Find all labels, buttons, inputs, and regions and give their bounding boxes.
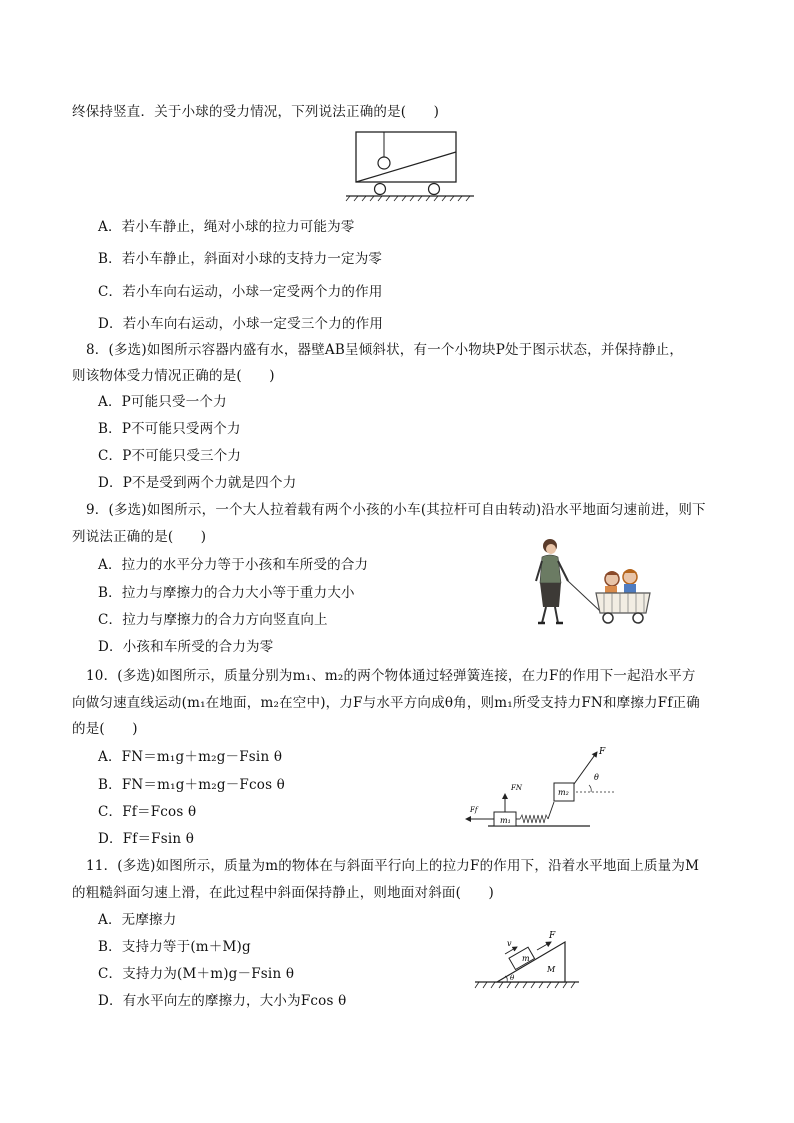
- q7-stem: 终保持竖直．关于小球的受力情况，下列说法正确的是( ): [72, 104, 440, 120]
- q8-option-c: C．P不可能只受三个力: [98, 448, 242, 464]
- cart-figure: [340, 130, 480, 202]
- spring-masses-figure: [458, 742, 618, 832]
- q8-stem-line2: 则该物体受力情况正确的是( ): [72, 368, 275, 384]
- q8-option-b: B．P不可能只受两个力: [98, 421, 241, 437]
- q10-option-a: A．FN＝m₁g＋m₂g－Fsin θ: [98, 749, 283, 765]
- q7-option-a: A．若小车静止，绳对小球的拉力可能为零: [98, 219, 355, 235]
- wagon-figure: [528, 537, 663, 629]
- q11-option-d: D．有水平向左的摩擦力，大小为Fcos θ: [98, 993, 347, 1009]
- q8-stem-line1: 8．(多选)如图所示容器内盛有水，器壁AB呈倾斜状，有一个小物块P处于图示状态，并保持静止，: [86, 342, 684, 358]
- m1-label: m₁: [500, 816, 511, 825]
- q11-option-b: B．支持力等于(m＋M)g: [98, 939, 251, 955]
- q11-option-c: C．支持力为(M＋m)g－Fsin θ: [98, 966, 295, 982]
- m2-label: m₂: [558, 788, 569, 797]
- q10-stem-line1: 10．(多选)如图所示，质量分别为m₁、m₂的两个物体通过轻弹簧连接，在力F的作用下一起沿水平方: [86, 668, 696, 684]
- q10-option-b: B．FN＝m₁g＋m₂g－Fcos θ: [98, 777, 286, 793]
- q10-option-c: C．Ff＝Fcos θ: [98, 804, 197, 820]
- q10-stem-line2: 向做匀速直线运动(m₁在地面，m₂在空中)，力F与水平方向成θ角，则m₁所受支持力FN和摩擦力Ff正确: [72, 695, 700, 711]
- F-label-11: F: [549, 931, 556, 941]
- q11-option-a: A．无摩擦力: [98, 912, 177, 928]
- q9-option-b: B．拉力与摩擦力的合力大小等于重力大小: [98, 585, 355, 601]
- theta-label: θ: [594, 773, 599, 782]
- q7-option-d: D．若小车向右运动，小球一定受三个力的作用: [98, 316, 384, 332]
- q9-option-d: D．小孩和车所受的合力为零: [98, 639, 274, 655]
- q9-option-a: A．拉力的水平分力等于小孩和车所受的合力: [98, 557, 369, 573]
- F-label: F: [599, 747, 606, 757]
- q8-option-d: D．P不是受到两个力就是四个力: [98, 475, 297, 491]
- FN-label: FN: [511, 784, 522, 792]
- incline-figure: [473, 928, 583, 990]
- q9-stem-line1: 9．(多选)如图所示，一个大人拉着载有两个小孩的小车(其拉杆可自由转动)沿水平地面匀速前进，则下: [86, 502, 706, 518]
- q7-option-c: C．若小车向右运动，小球一定受两个力的作用: [98, 284, 383, 300]
- q8-option-a: A．P可能只受一个力: [98, 394, 227, 410]
- theta-label-11: θ: [510, 974, 515, 982]
- q10-option-d: D．Ff＝Fsin θ: [98, 831, 195, 847]
- q9-option-c: C．拉力与摩擦力的合力方向竖直向上: [98, 612, 328, 628]
- v-label: v: [507, 939, 512, 948]
- q11-stem-line2: 的粗糙斜面匀速上滑，在此过程中斜面保持静止，则地面对斜面( ): [72, 885, 494, 901]
- q7-option-b: B．若小车静止，斜面对小球的支持力一定为零: [98, 251, 383, 267]
- m-label: m: [522, 954, 530, 963]
- q11-stem-line1: 11．(多选)如图所示，质量为m的物体在与斜面平行向上的拉力F的作用下，沿着水平地面上质量为M: [86, 858, 700, 874]
- Ff-label: Ff: [470, 806, 478, 814]
- q9-stem-line2: 列说法正确的是( ): [72, 529, 207, 545]
- q10-stem-line3: 的是( ): [72, 721, 138, 737]
- M-label: M: [547, 965, 556, 974]
